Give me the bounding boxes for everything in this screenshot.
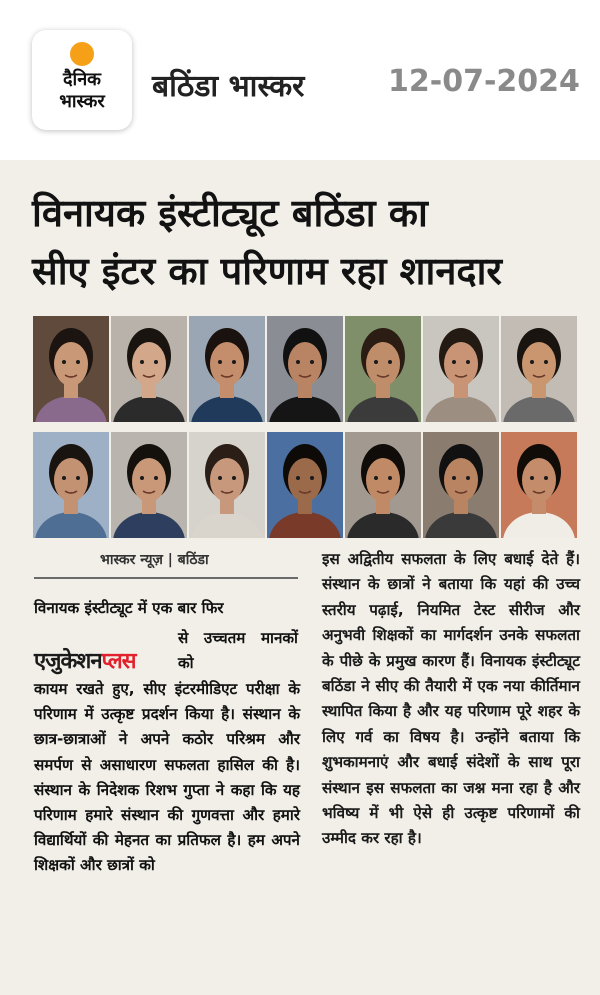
portrait-image [189,316,265,422]
portrait-image [111,432,187,538]
portrait-image [345,432,421,538]
portrait-image [33,316,109,422]
student-photo [33,432,109,538]
logo-sun-icon [70,42,94,66]
app-header [0,0,600,160]
student-photo [189,432,265,538]
student-photo [111,432,187,538]
portrait-image [267,316,343,422]
plus-brand: एजुकेशन [34,649,102,674]
student-photo [189,316,265,422]
headline-line2: सीए इंटर का परिणाम रहा शानदार [32,249,502,293]
portrait-image [501,316,577,422]
portrait-image [423,432,499,538]
student-photo [501,316,577,422]
plus-brand-accent: प्लस [101,649,136,674]
student-photo [111,316,187,422]
student-photo [423,432,499,538]
article-body-right: इस अद्वितीय सफलता के लिए बधाई देते हैं। संस्थान के छात्रों ने बताया कि यहां की उच्च स्तरीय पढ़ाई, नियमित टेस्ट सीरीज और अनुभवी शिक्षकों का मार्गदर्शन उनके सफलता के पीछे के प्रमुख कारण हैं। विनायक इंस्टीट्यूट बठिंडा ने सीए की तैयारी में एक नया कीर्तिमान स्थापित किया है और यह परिणाम पूरे शहर के लिए गर्व का विषय है। उन्होंने बताया कि शुभकामनाएं और बधाई संदेशों के साथ पूरा संस्थान इस सफलता का जश्न मना रहा है और भविष्य में भी ऐसे ही उत्कृष्ट परिणामों की उम्मीद कर रहा है। [322,550,580,848]
portrait-image [267,432,343,538]
student-photo [501,432,577,538]
student-photo [33,316,109,422]
logo-line2: भास्कर [59,91,105,112]
portrait-image [501,432,577,538]
student-photo [267,316,343,422]
article-body-left: कायम रखते हुए, सीए इंटरमीडिएट परीक्षा के परिणाम में उत्कृष्ट प्रदर्शन किया है। संस्थान के छात्र-छात्राओं ने अपने कठोर परिश्रम और समर्पण से असाधारण सफलता हासिल की है। संस्थान के निदेशक रिशभ गुप्ता ने कहा कि यह परिणाम हमारे संस्थान की गुणवत्ता और हमारे विद्यार्थियों की मेहनत का प्रतिफल है। हम अपने शिक्षकों और छात्रों को [34,680,300,875]
article-lead: विनायक इंस्टीट्यूट में एक बार फिर [34,599,224,617]
byline-divider [34,577,298,579]
edition-date: 12-07-2024 [388,64,580,99]
student-photo-grid [33,316,581,542]
headline-line1: विनायक इंस्टीट्यूट बठिंडा का [32,191,428,235]
student-photo [267,432,343,538]
edition-city: बठिंडा भास्कर [152,69,305,104]
student-photo [345,432,421,538]
article-lead-continued: से उच्चतम मानकों को [178,629,298,673]
byline: भास्कर न्यूज़ | बठिंडा [100,552,209,568]
student-photo [345,316,421,422]
portrait-image [111,316,187,422]
portrait-image [33,432,109,538]
portrait-image [189,432,265,538]
dainik-bhaskar-logo [32,30,132,130]
education-plus-logo [34,645,136,675]
student-photo [423,316,499,422]
portrait-image [345,316,421,422]
logo-line1: दैनिक [62,69,102,90]
portrait-image [423,316,499,422]
